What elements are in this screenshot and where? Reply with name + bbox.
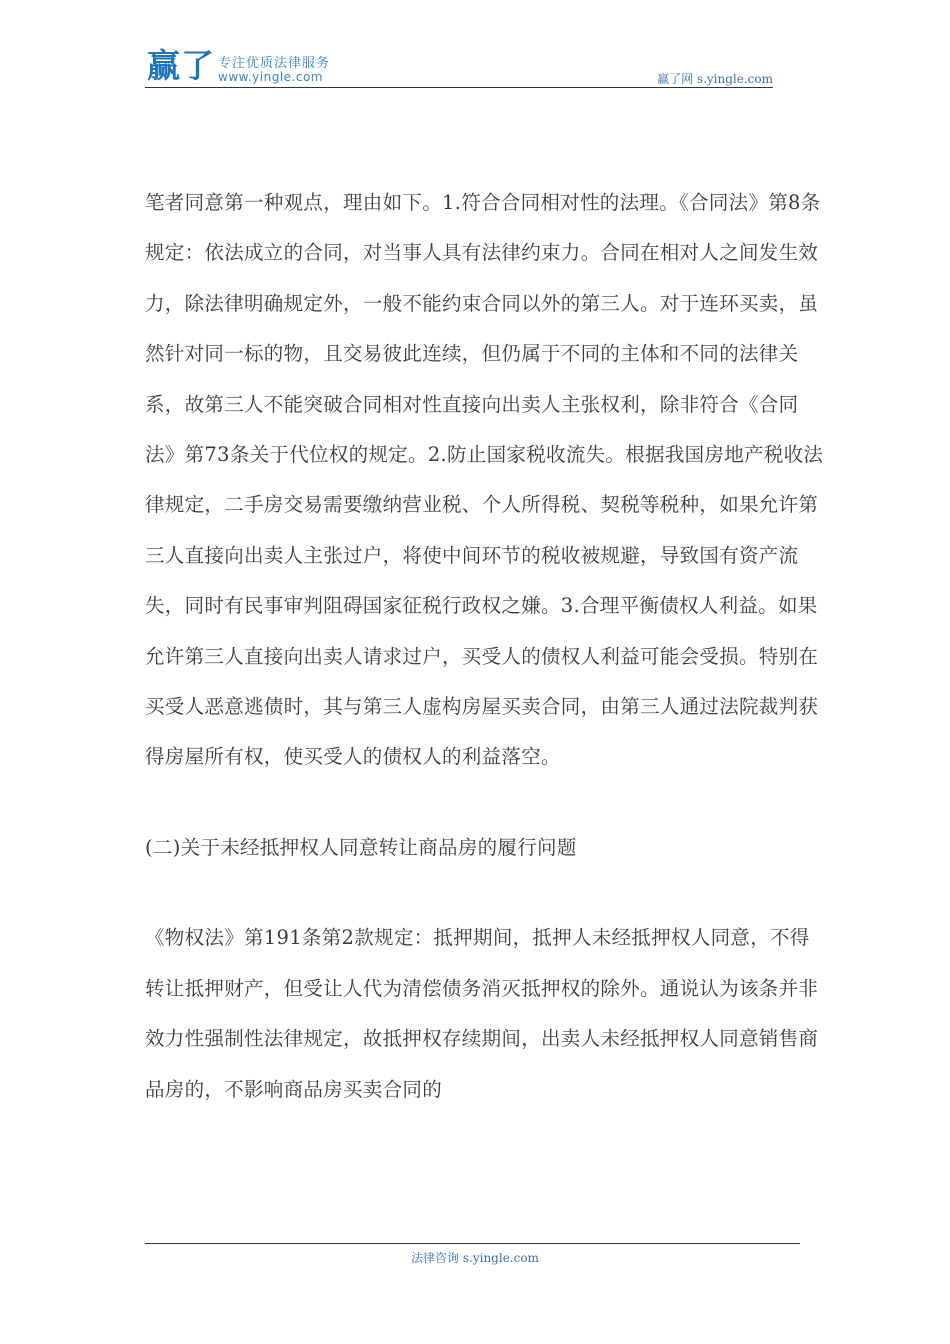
- footer-divider: [145, 1243, 800, 1244]
- logo-slogan: 专注优质法律服务: [218, 56, 331, 71]
- header-site-link[interactable]: 赢了网 s.yingle.com: [657, 72, 773, 86]
- page-footer: [0, 1249, 950, 1266]
- document-body: [145, 178, 825, 1115]
- page-header: [145, 44, 773, 86]
- section-heading: (二)关于未经抵押权人同意转让商品房的履行问题: [145, 835, 577, 859]
- logo-url: www.yingle.com: [218, 70, 323, 84]
- body-paragraph: 《物权法》第191条第2款规定：抵押期间，抵押人未经抵押权人同意，不得转让抵押财产，但受让人代为清偿债务消灭抵押权的除外。通说认为该条并非效力性强制性法律规定，故抵押权存续期间，出卖人未经抵押权人同意销售商品房的，不影响商品房买卖合同的: [145, 926, 819, 1101]
- body-paragraph: 笔者同意第一种观点，理由如下。1.符合合同相对性的法理。《合同法》第8条规定：依法成立的合同，对当事人具有法律约束力。合同在相对人之间发生效力，除法律明确规定外，一般不能约束合同以外的第三人。对于连环买卖，虽然针对同一标的物，且交易彼此连续，但仍属于不同的主体和不同的法律关系，故第三人不能突破合同相对性直接向出卖人主张权利，除非符合《合同法》第73条关于代位权的规定。2.防止国家税收流失。根据我国房地产税收法律规定，二手房交易需要缴纳营业税、个人所得税、契税等税种，如果允许第三人直接向出卖人主张过户，将使中间环节的税收被规避，导致国有资产流失，同时有民事审判阻碍国家征税行政权之嫌。3.合理平衡债权人利益。如果允许第三人直接向出卖人请求过户，买受人的债权人利益可能会受损。特别在买受人恶意逃债时，其与第三人虚构房屋买卖合同，由第三人通过法院裁判获得房屋所有权，使买受人的债权人的利益落空。: [145, 191, 824, 769]
- site-logo: 赢了: [147, 46, 215, 85]
- header-divider: [145, 87, 773, 88]
- footer-link[interactable]: 法律咨询 s.yingle.com: [411, 1251, 539, 1265]
